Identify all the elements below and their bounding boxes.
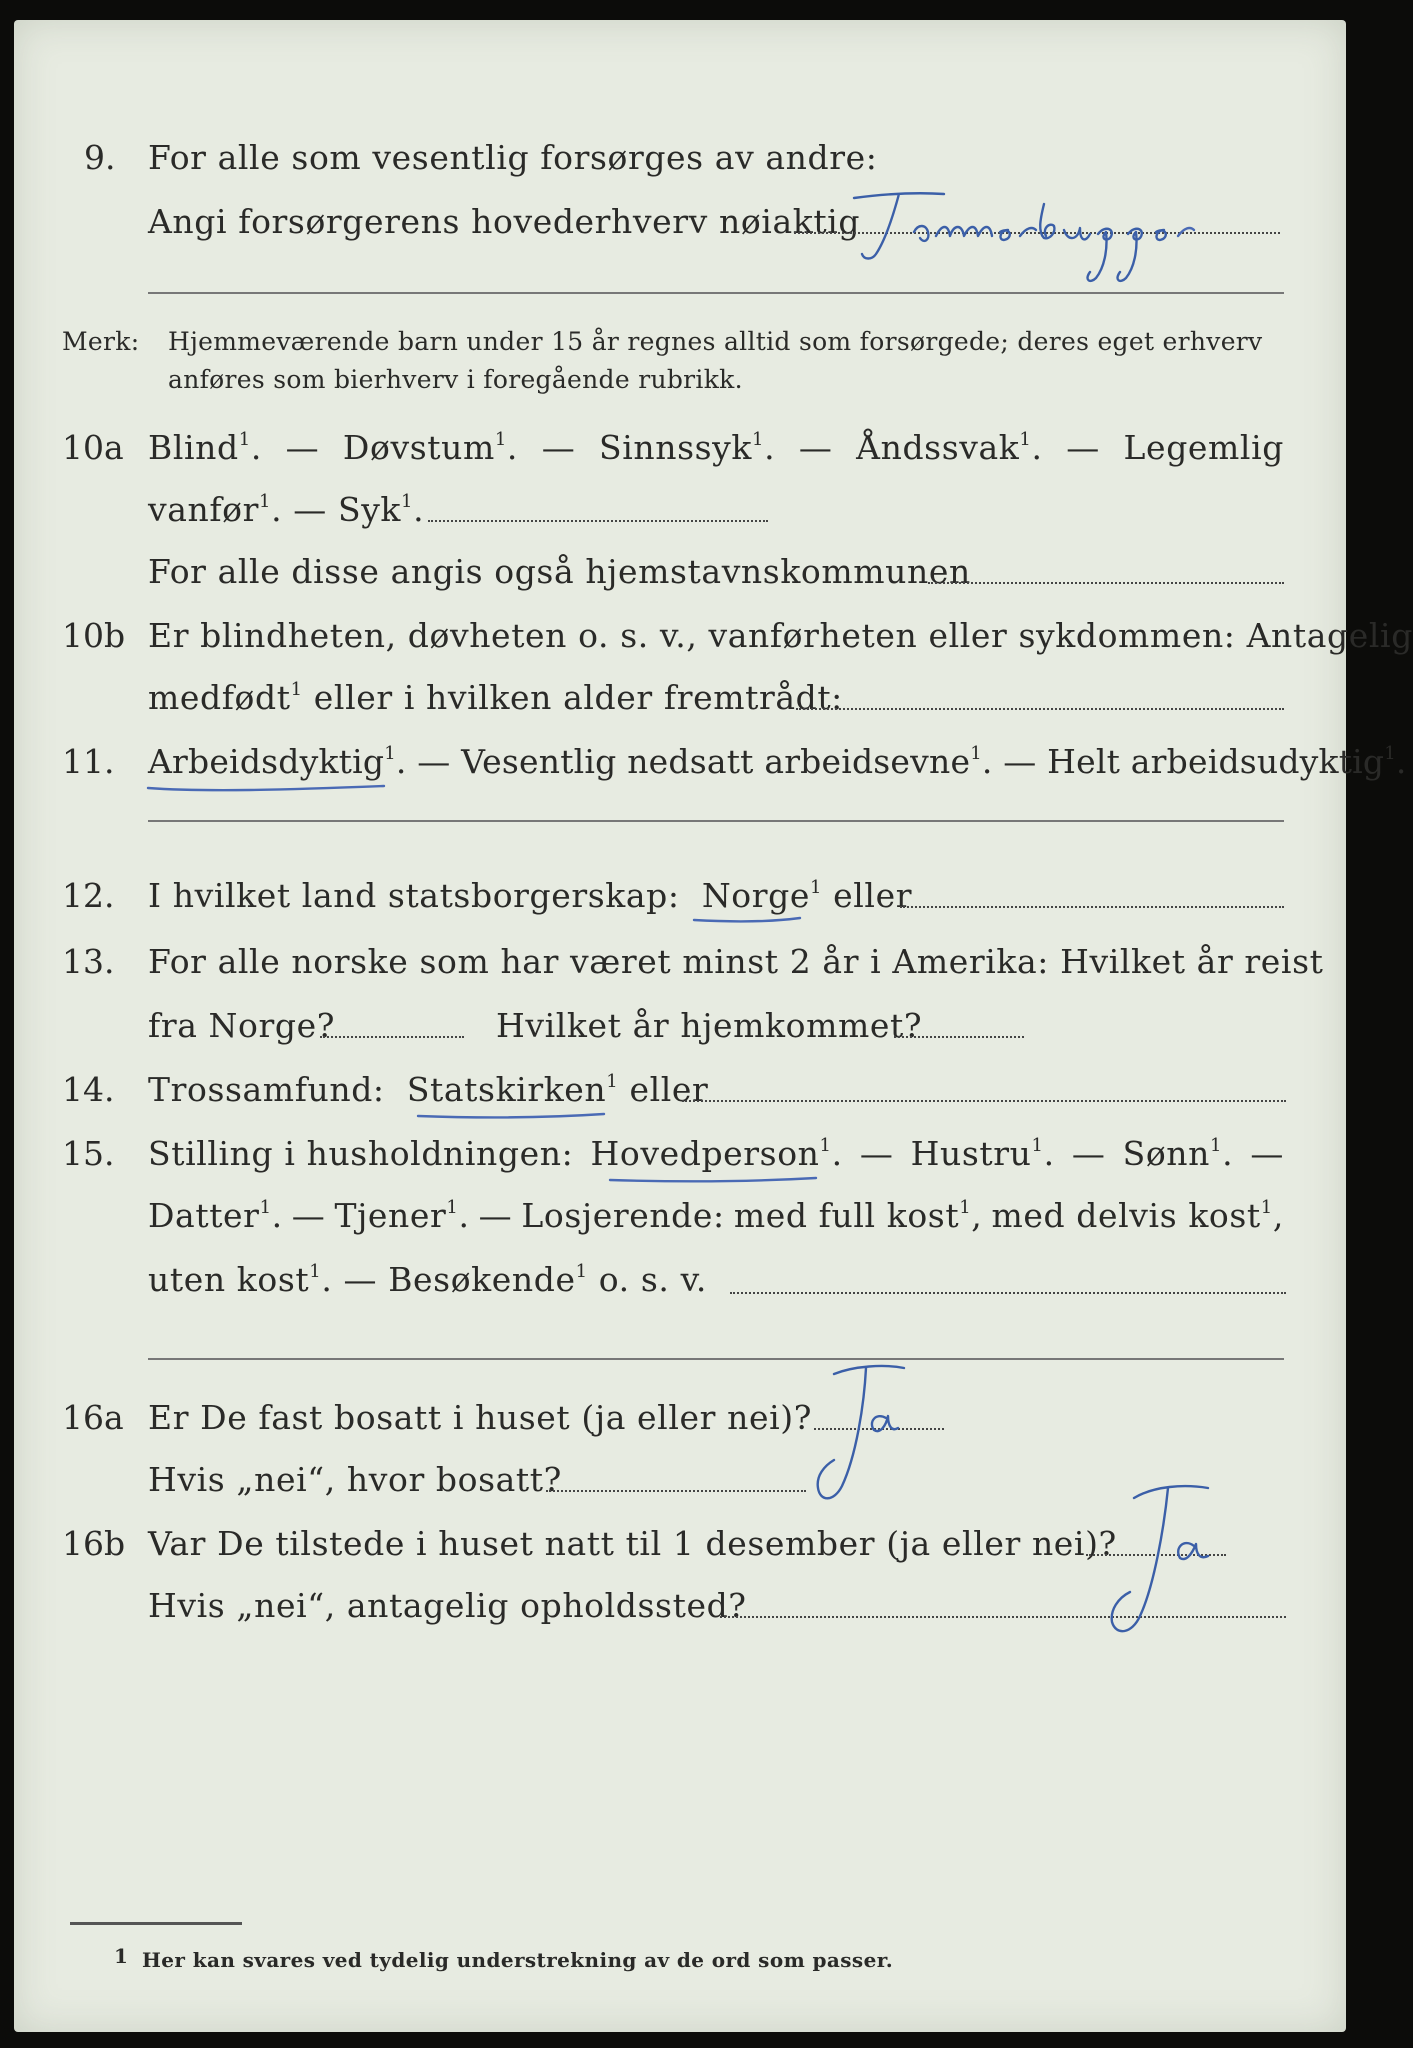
opt-full-kost: med full kost <box>733 1196 960 1235</box>
q16a-bosatt-line <box>546 1490 806 1492</box>
q16b-number: 16b <box>62 1524 126 1563</box>
q13-line2b: Hvilket år hjemkommet? <box>496 1006 923 1045</box>
q12-line: I hvilket land statsborgerskap: Norge$^1$ eller <box>148 876 913 915</box>
q11-number: 11. <box>62 742 115 781</box>
q13-line1: For alle norske som har været minst 2 år i Amerika: Hvilket år reist <box>148 942 1324 981</box>
q15-line2: Datter$^1$. — Tjener$^1$. — Losjerende: med full kost$^1$, med delvis kost$^1$, <box>148 1196 1284 1235</box>
opt-udyktig: Helt arbeidsudyktig <box>1047 742 1385 781</box>
q9-line2: Angi forsørgerens hovederhverv nøiaktig <box>148 202 861 241</box>
merk-label: Merk: <box>62 327 140 356</box>
opt-vanfor: vanfør <box>148 490 260 529</box>
q16a-number: 16a <box>62 1398 124 1437</box>
q16b-line2: Hvis „nei“, antagelig opholdssted? <box>148 1586 747 1625</box>
q14-underline <box>414 1108 614 1124</box>
q9-line1: For alle som vesentlig forsørges av andre: <box>148 138 878 177</box>
q15-underline <box>606 1172 826 1188</box>
q11-line: Arbeidsdyktig$^1$. — Vesentlig nedsatt arbeidsevne$^1$. — Helt arbeidsudyktig$^1$. <box>148 742 1407 781</box>
opt-statskirken: Statskirken <box>406 1070 607 1109</box>
opt-andssvak: Åndssvak <box>856 428 1020 467</box>
opt-sinnssyk: Sinnssyk <box>599 428 752 467</box>
q16b-handwritten-answer <box>1080 1476 1230 1646</box>
q10b-answer-line <box>796 708 1284 710</box>
q12-number: 12. <box>62 876 115 915</box>
q16b-line1: Var De tilstede i huset natt til 1 desember (ja eller nei)? <box>148 1524 1117 1563</box>
q9-handwritten-answer <box>844 180 1304 290</box>
q10a-kommune-line <box>928 582 1284 584</box>
opt-legemlig: Legemlig <box>1123 428 1284 467</box>
footnote-text: Her kan svares ved tydelig understrekning av de ord som passer. <box>142 1948 894 1972</box>
q13-number: 13. <box>62 942 115 981</box>
q13-reist-line <box>320 1036 464 1038</box>
q9-number: 9. <box>84 138 116 177</box>
q10a-syk-line <box>428 520 768 522</box>
q14-number: 14. <box>62 1070 115 1109</box>
q10a-line1: Blind$^1$. — Døvstum$^1$. — Sinnssyk$^1$. — Åndssvak$^1$. — Legemlig <box>148 428 1284 467</box>
opt-besokende: Besøkende <box>388 1260 576 1299</box>
q14-line: Trossamfund: Statskirken$^1$ eller <box>148 1070 709 1109</box>
q16a-line1: Er De fast bosatt i huset (ja eller nei)? <box>148 1398 812 1437</box>
opt-syk: Syk <box>337 490 402 529</box>
opt-hovedperson: Hovedperson <box>590 1134 820 1173</box>
q12-underline <box>690 912 810 928</box>
q10a-line2: vanfør$^1$. — Syk$^1$. <box>148 490 425 529</box>
q13-line2a: fra Norge? <box>148 1006 336 1045</box>
opt-dovstum: Døvstum <box>342 428 495 467</box>
q12-answer-line <box>900 906 1284 908</box>
q10b-line1: Er blindheten, døvheten o. s. v., vanførheten eller sykdommen: Antagelig <box>148 616 1413 655</box>
q15-line3: uten kost$^1$. — Besøkende$^1$ o. s. v. <box>148 1260 707 1299</box>
opt-datter: Datter <box>148 1196 260 1235</box>
q9-separator <box>148 292 1284 294</box>
q14-answer-line <box>682 1100 1286 1102</box>
q11-underline <box>144 778 394 798</box>
opt-norge: Norge <box>701 876 810 915</box>
q15-separator <box>148 1358 1284 1360</box>
q15-answer-line <box>730 1292 1286 1294</box>
opt-blind: Blind <box>148 428 239 467</box>
q11-separator <box>148 820 1284 822</box>
q13-hjemkommet-line <box>894 1036 1024 1038</box>
q16a-handwritten-answer <box>794 1356 924 1516</box>
footnote-rule <box>70 1922 242 1925</box>
q15-line1: Stilling i husholdningen: Hovedperson$^1$. — Hustru$^1$. — Sønn$^1$. — <box>148 1134 1284 1173</box>
q10a-line3: For alle disse angis også hjemstavnskommunen <box>148 552 971 591</box>
q16a-line2: Hvis „nei“, hvor bosatt? <box>148 1460 562 1499</box>
merk-line1: Hjemmeværende barn under 15 år regnes alltid som forsørgede; deres eget erhverv <box>168 327 1263 356</box>
opt-sonn: Sønn <box>1122 1134 1210 1173</box>
q10b-line2: medfødt$^1$ eller i hvilken alder fremtrådt: <box>148 678 843 717</box>
opt-hustru: Hustru <box>910 1134 1032 1173</box>
opt-uten-kost: uten kost <box>148 1260 310 1299</box>
opt-nedsatt: Vesentlig nedsatt arbeidsevne <box>461 742 971 781</box>
footnote-mark: 1 <box>114 1944 129 1968</box>
opt-delvis-kost: med delvis kost <box>991 1196 1261 1235</box>
opt-tjener: Tjener <box>334 1196 447 1235</box>
q10b-number: 10b <box>62 616 126 655</box>
census-form-page <box>14 20 1413 2032</box>
merk-line2: anføres som bierhverv i foregående rubrikk. <box>168 365 743 394</box>
opt-arbeidsdyktig: Arbeidsdyktig <box>148 742 385 781</box>
q10a-number: 10a <box>62 428 124 467</box>
q15-number: 15. <box>62 1134 115 1173</box>
